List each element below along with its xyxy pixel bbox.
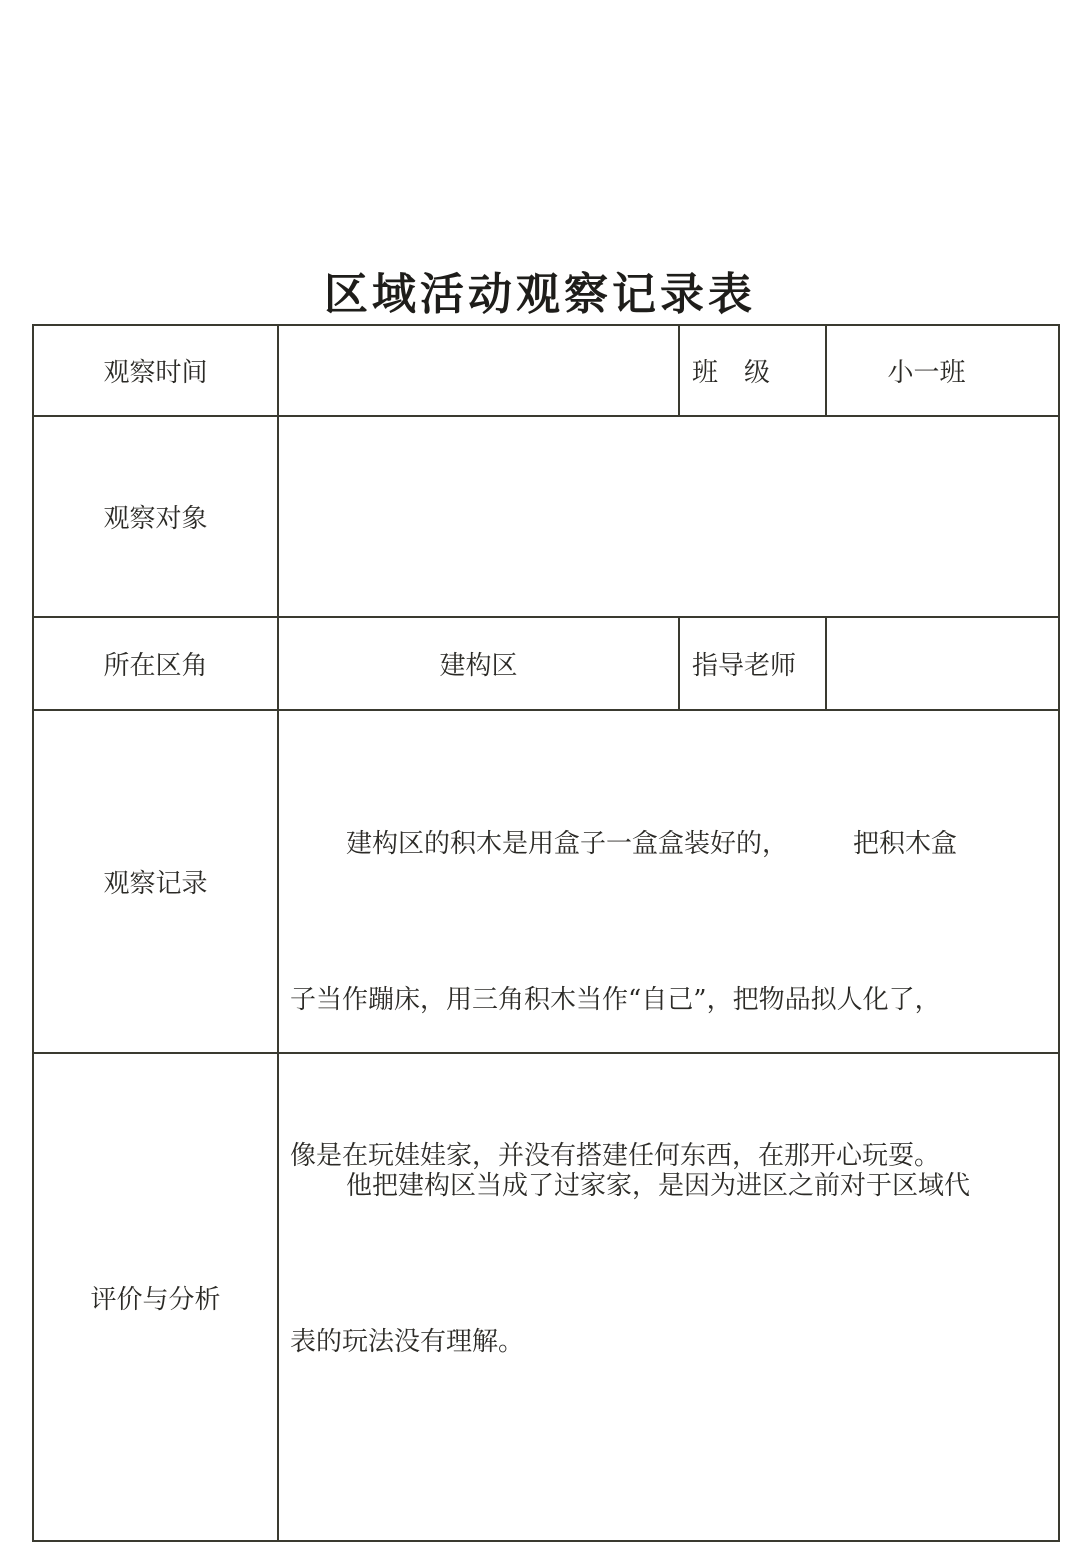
- teacher-value[interactable]: [827, 618, 1058, 709]
- observation-time-value[interactable]: [279, 326, 678, 415]
- text-line: 他把建构区当成了过家家，是因为进区之前对于区域代: [346, 1171, 971, 1201]
- analysis-label: 评价与分析: [90, 1284, 221, 1315]
- text-line: 表的玩法没有理解。: [290, 1327, 525, 1357]
- column-divider: [678, 617, 680, 710]
- class-label: 班 级: [692, 358, 771, 388]
- observation-subject-value[interactable]: [279, 417, 1058, 616]
- area-label: 所在区角: [103, 651, 208, 681]
- table-border-bottom: [32, 1540, 1060, 1542]
- area-value: 建构区: [439, 651, 518, 681]
- class-value: 小一班: [887, 358, 966, 388]
- text-line: 建构区的积木是用盒子一盒盒装好的， 把积木盒: [346, 829, 958, 859]
- observation-table: [32, 324, 1060, 1542]
- teacher-label: 指导老师: [692, 651, 797, 681]
- table-border-right: [1058, 324, 1060, 1542]
- form-title: 区域活动观察记录表: [324, 269, 756, 320]
- column-divider: [678, 324, 680, 416]
- observation-record-label: 观察记录: [103, 869, 208, 899]
- observation-subject-label: 观察对象: [103, 504, 208, 534]
- text-line: 像是在玩娃娃家，并没有搭建任何东西，在那开心玩耍。: [290, 1141, 941, 1171]
- text-line: 子当作蹦床，用三角积木当作“自己”，把物品拟人化了，: [290, 985, 941, 1015]
- analysis-text: [290, 1056, 1050, 1472]
- observation-time-label: 观察时间: [103, 358, 208, 388]
